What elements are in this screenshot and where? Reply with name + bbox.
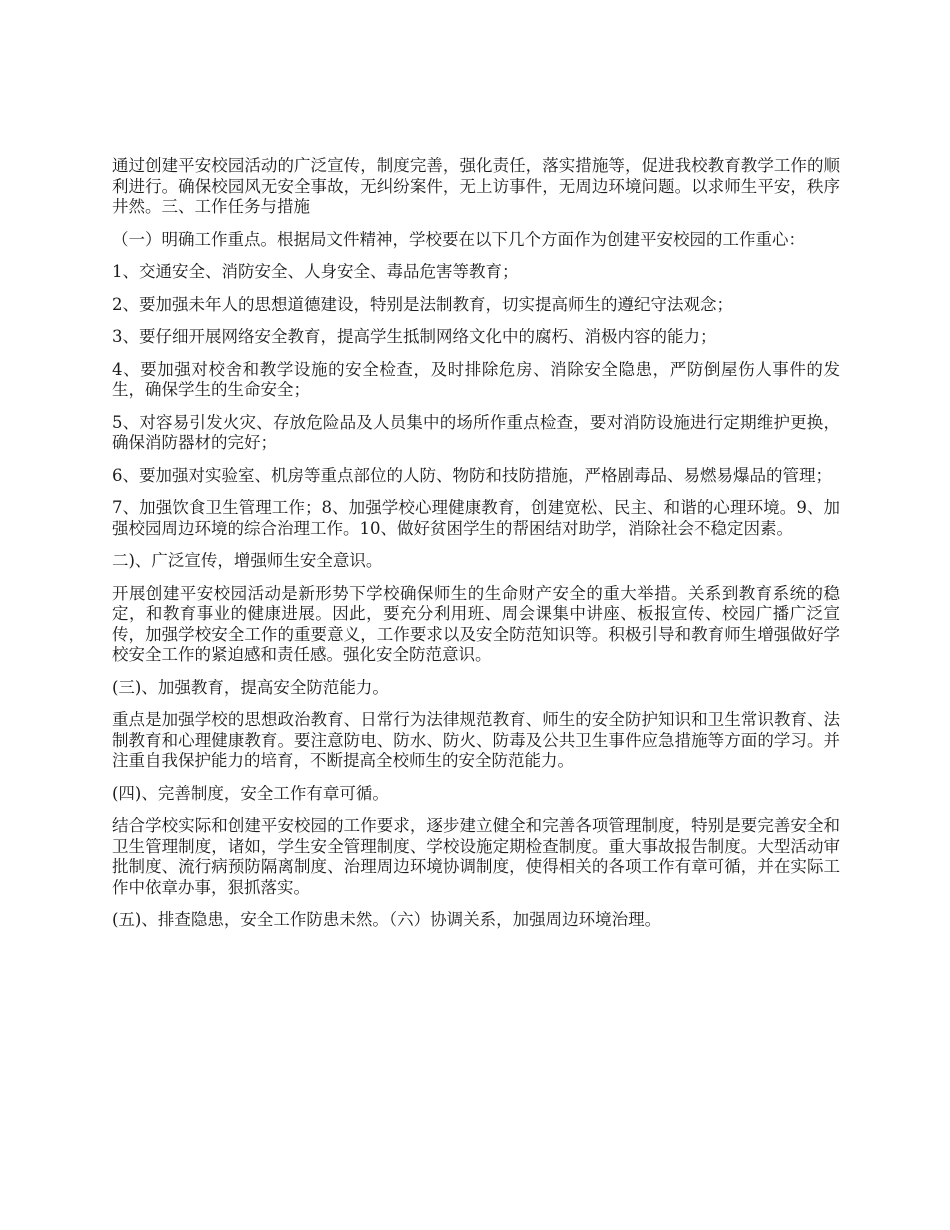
paragraph-intro: 通过创建平安校园活动的广泛宣传，制度完善，强化责任，落实措施等，促进我校教育教学工作的顺利进行。确保校园风无安全事故，无纠纷案件，无上访事件，无周边环境问题。以求师生平安，秩序井然。三、工作任务与措施	[112, 156, 840, 216]
list-item-2: 2、要加强未年人的思想道德建设，特别是法制教育，切实提高师生的遵纪守法观念；	[112, 294, 733, 314]
section-2-heading: 二)、广泛宣传，增强师生安全意识。	[112, 551, 383, 570]
section-4-body: 结合学校实际和创建平安校园的工作要求，逐步建立健全和完善各项管理制度，特别是要完善安全和卫生管理制度，诸如，学生安全管理制度、学校设施定期检查制度。重大事故报告制度。大型活动审批制度、流行病预防隔离制度、治理周边环境协调制度，使得相关的各项工作有章可循，并在实际工作中依章办事，狠抓落实。	[112, 816, 840, 897]
paragraph-section-1-heading: （一）明确工作重点。根据局文件精神，学校要在以下几个方面作为创建平安校园的工作重心：	[112, 229, 805, 249]
section-3-heading: (三)、加强教育，提高安全防范能力。	[112, 677, 389, 697]
list-item-7-10: 7、加强饮食卫生管理工作；8、加强学校心理健康教育，创建宽松、民主、和谐的心理环境。9、加强校园周边环境的综合治理工作。10、做好贫困学生的帮困结对助学，消除社会不稳定因素。	[112, 498, 840, 538]
list-item-6: 6、要加强对实验室、机房等重点部位的人防、物防和技防措施，严格剧毒品、易燃易爆品的管理；	[112, 465, 832, 485]
list-item-4: 4、要加强对校舍和教学设施的安全检查，及时排除危房、消除安全隐患，严防倒屋伤人事件的发生，确保学生的生命安全；	[112, 359, 840, 399]
section-2-body: 开展创建平安校园活动是新形势下学校确保师生的生命财产安全的重大举措。关系到教育系统的稳定，和教育事业的健康进展。因此，要充分利用班、周会课集中讲座、板报宣传、校园广播广泛宣传，加强学校安全工作的重要意义，工作要求以及安全防范知识等。积极引导和教育师生增强做好学校安全工作的紧迫感和责任感。强化安全防范意识。	[112, 583, 840, 664]
list-item-3: 3、要仔细开展网络安全教育，提高学生抵制网络文化中的腐朽、消极内容的能力；	[112, 327, 717, 346]
section-3-body: 重点是加强学校的思想政治教育、日常行为法律规范教育、师生的安全防护知识和卫生常识教育、法制教育和心理健康教育。要注意防电、防水、防火、防毒及公共卫生事件应急措施等方面的学习。并注重自我保护能力的培育，不断提高全校师生的安全防范能力。	[112, 710, 840, 770]
list-item-5: 5、对容易引发火灾、存放危险品及人员集中的场所作重点检查，要对消防设施进行定期维护更换，确保消防器材的完好；	[112, 412, 840, 452]
section-4-heading: (四)、完善制度，安全工作有章可循。	[112, 783, 389, 803]
document-body	[112, 156, 840, 943]
section-5-6-heading: (五)、排查隐患，安全工作防患未然。（六）协调关系，加强周边环境治理。	[112, 910, 662, 929]
list-item-1: 1、交通安全、消防安全、人身安全、毒品危害等教育；	[112, 262, 519, 281]
